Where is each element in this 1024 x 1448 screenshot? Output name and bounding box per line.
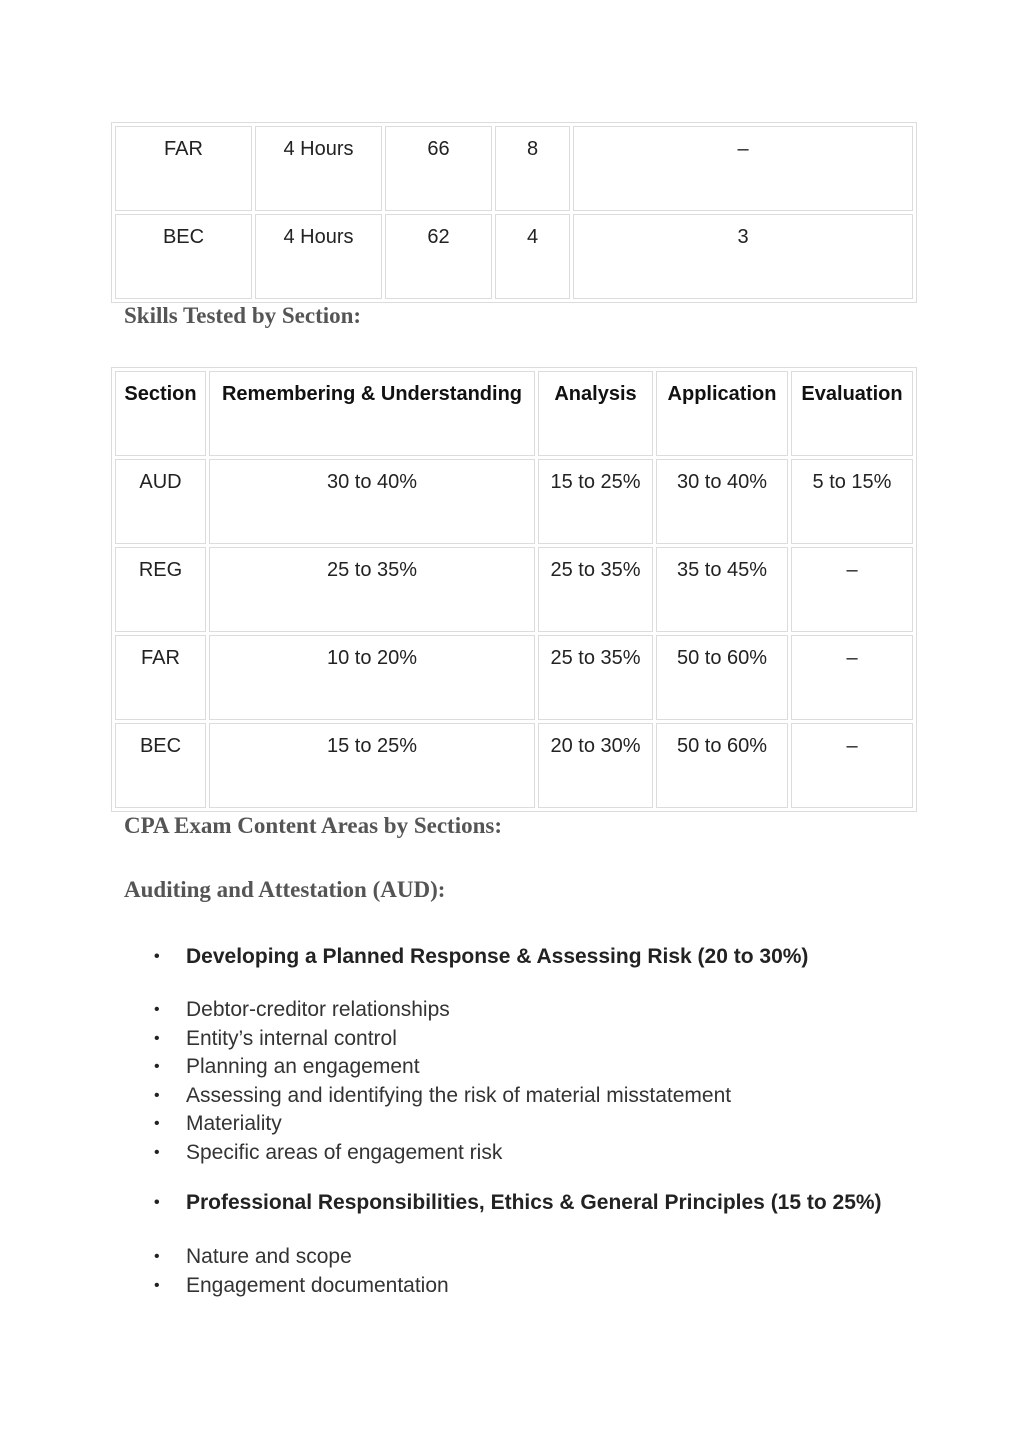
table-cell: – bbox=[791, 635, 913, 720]
table-cell: 25 to 35% bbox=[209, 547, 535, 632]
aud-heading: Auditing and Attestation (AUD): bbox=[124, 877, 446, 902]
table-row bbox=[115, 214, 913, 299]
list-item: • Debtor-creditor relationships bbox=[150, 996, 731, 1025]
table-cell: 3 bbox=[573, 214, 913, 299]
table-cell: 25 to 35% bbox=[538, 635, 653, 720]
table-cell: 20 to 30% bbox=[538, 723, 653, 808]
list-item: • Specific areas of engagement risk bbox=[150, 1139, 731, 1168]
list-item: • Nature and scope bbox=[150, 1243, 449, 1272]
content-areas-heading: CPA Exam Content Areas by Sections: bbox=[124, 813, 503, 838]
table-cell: 5 to 15% bbox=[791, 459, 913, 544]
table-cell: BEC bbox=[115, 723, 206, 808]
list-item: • Assessing and identifying the risk of material misstatement bbox=[150, 1082, 731, 1111]
table-cell: 15 to 25% bbox=[538, 459, 653, 544]
table-cell: 66 bbox=[385, 126, 492, 211]
table-cell: 30 to 40% bbox=[209, 459, 535, 544]
list-item: • Planning an engagement bbox=[150, 1053, 731, 1082]
table-row bbox=[115, 126, 913, 211]
column-header: Analysis bbox=[538, 371, 653, 456]
table-cell: BEC bbox=[115, 214, 252, 299]
list-item: • Materiality bbox=[150, 1110, 731, 1139]
table-cell: 25 to 35% bbox=[538, 547, 653, 632]
list-item-group-title: • Professional Responsibilities, Ethics & General Principles (15 to 25%) bbox=[150, 1189, 882, 1218]
table-cell: 35 to 45% bbox=[656, 547, 788, 632]
table-cell: – bbox=[791, 723, 913, 808]
exam-format-table bbox=[111, 122, 917, 303]
group2-items-list bbox=[150, 1243, 449, 1300]
table-cell: 4 Hours bbox=[255, 214, 382, 299]
column-header: Application bbox=[656, 371, 788, 456]
list-item: • Entity’s internal control bbox=[150, 1025, 731, 1054]
table-row bbox=[115, 547, 913, 632]
table-row bbox=[115, 459, 913, 544]
list-item: • Engagement documentation bbox=[150, 1272, 449, 1301]
column-header: Evaluation bbox=[791, 371, 913, 456]
table-cell: REG bbox=[115, 547, 206, 632]
table-cell: 4 bbox=[495, 214, 570, 299]
table-cell: FAR bbox=[115, 126, 252, 211]
column-header: Remembering & Understanding bbox=[209, 371, 535, 456]
table-cell: FAR bbox=[115, 635, 206, 720]
table-cell: 50 to 60% bbox=[656, 635, 788, 720]
table-cell: 8 bbox=[495, 126, 570, 211]
skills-table bbox=[111, 367, 917, 812]
group1-title-list bbox=[150, 943, 808, 972]
skills-heading: Skills Tested by Section: bbox=[124, 303, 362, 328]
list-item-group-title: • Developing a Planned Response & Assessing Risk (20 to 30%) bbox=[150, 943, 808, 972]
table-cell: 15 to 25% bbox=[209, 723, 535, 808]
table-header-row bbox=[115, 371, 913, 456]
table-row bbox=[115, 635, 913, 720]
table-cell: 50 to 60% bbox=[656, 723, 788, 808]
table-cell: 10 to 20% bbox=[209, 635, 535, 720]
column-header: Section bbox=[115, 371, 206, 456]
table-cell: 62 bbox=[385, 214, 492, 299]
table-cell: AUD bbox=[115, 459, 206, 544]
group2-title-list bbox=[150, 1189, 882, 1218]
table-cell: 30 to 40% bbox=[656, 459, 788, 544]
table-row bbox=[115, 723, 913, 808]
table-cell: – bbox=[791, 547, 913, 632]
group1-items-list bbox=[150, 996, 731, 1167]
table-cell: – bbox=[573, 126, 913, 211]
table-cell: 4 Hours bbox=[255, 126, 382, 211]
